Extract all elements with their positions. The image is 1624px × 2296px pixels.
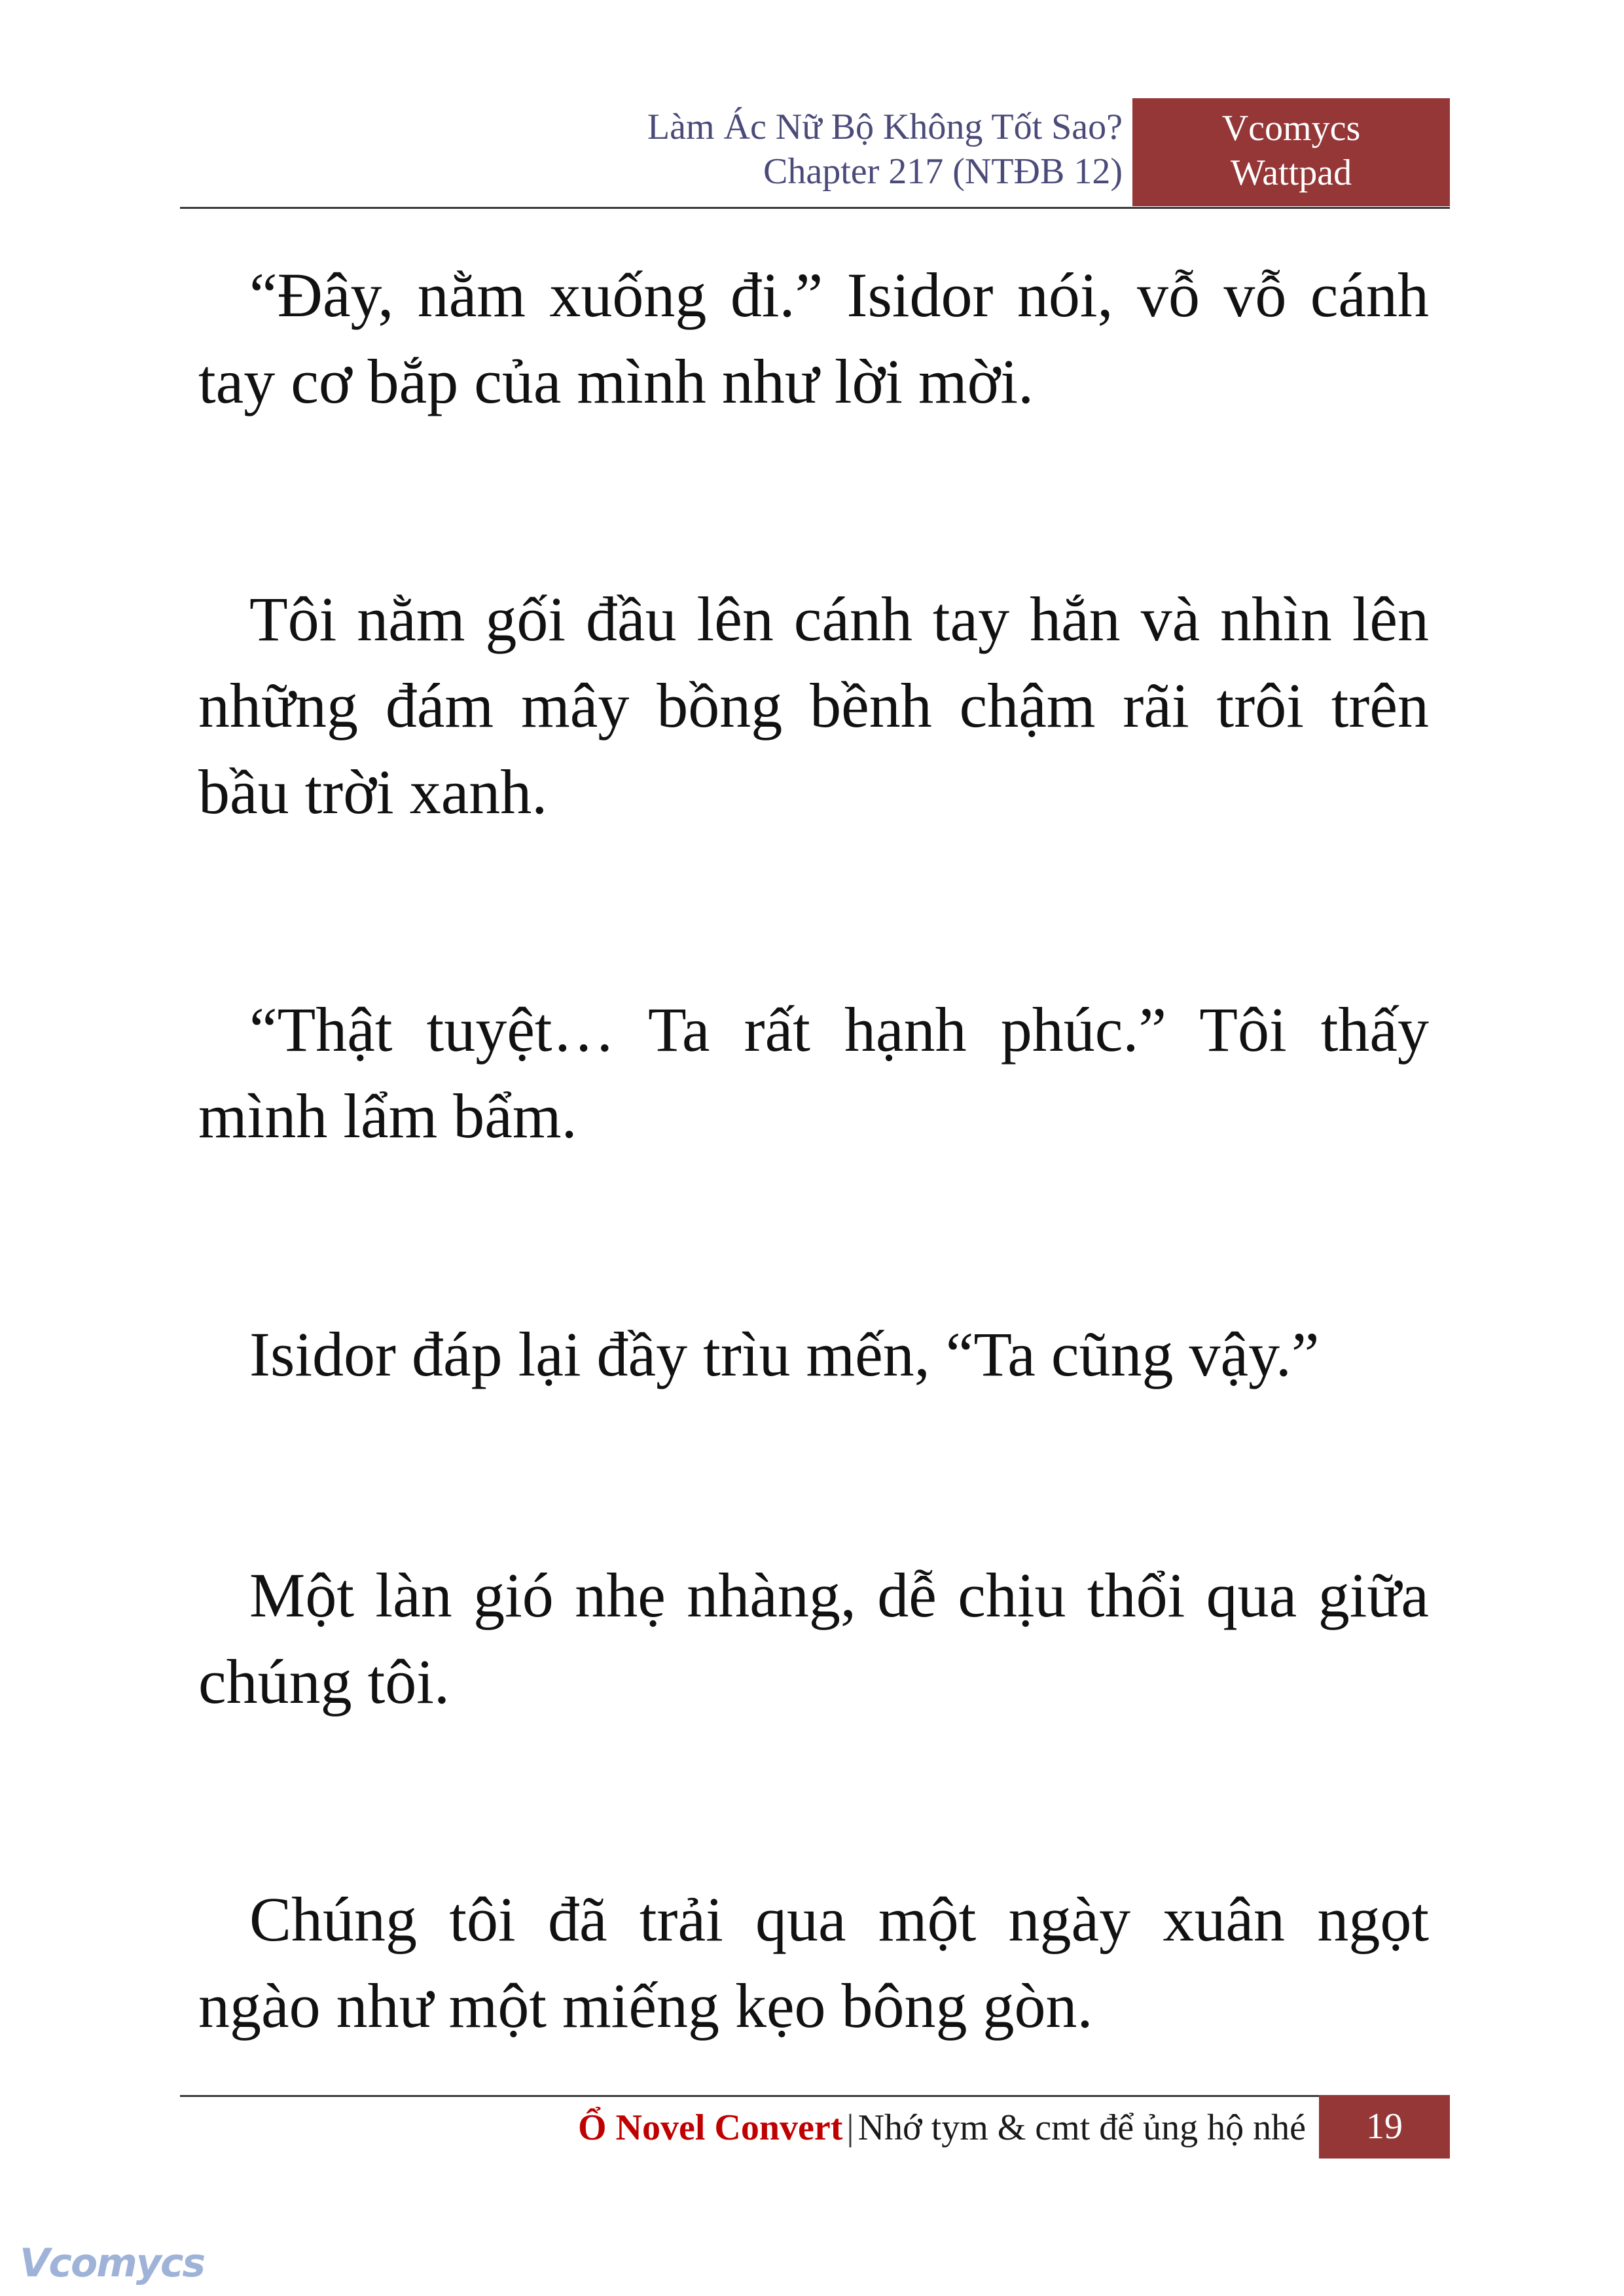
footer-divider (180, 2095, 1319, 2097)
footer-brand: Ổ Novel Convert (578, 2107, 843, 2148)
footer-line (180, 2105, 1306, 2150)
chapter-label: Chapter 217 (NTĐB 12) (763, 151, 1123, 192)
paragraph-3: “Thật tuyệt… Ta rất hạnh phúc.” Tôi thấy mình lẩm bẩm. (198, 994, 1429, 1151)
paragraph-5: Một làn gió nhẹ nhàng, dễ chịu thổi qua giữa chúng tôi. (198, 1560, 1429, 1717)
running-header (180, 105, 1123, 194)
watermark-logo: Vcomycs (20, 2240, 205, 2286)
book-title: Làm Ác Nữ Bộ Không Tốt Sao? (647, 107, 1123, 147)
paragraph-2: Tôi nằm gối đầu lên cánh tay hắn và nhìn lên những đám mây bồng bềnh chậm rãi trôi trên bầu trời xanh. (198, 584, 1429, 827)
site-name: Vcomycs (1221, 108, 1361, 149)
paragraph-1: “Đây, nằm xuống đi.” Isidor nói, vỗ vỗ cánh tay cơ bắp của mình như lời mời. (198, 260, 1429, 416)
site-platform: Wattpad (1230, 153, 1352, 193)
footer-separator: | (846, 2107, 854, 2148)
footer-message: Nhớ tym & cmt để ủng hộ nhé (857, 2107, 1306, 2148)
paragraph-6: Chúng tôi đã trải qua một ngày xuân ngọt ngào như một miếng kẹo bông gòn. (198, 1884, 1429, 2041)
page-number: 19 (1319, 2095, 1450, 2159)
paragraph-4: Isidor đáp lại đầy trìu mến, “Ta cũng vậy.” (249, 1319, 1320, 1389)
header-badge (1132, 98, 1450, 206)
header-divider (180, 207, 1450, 209)
